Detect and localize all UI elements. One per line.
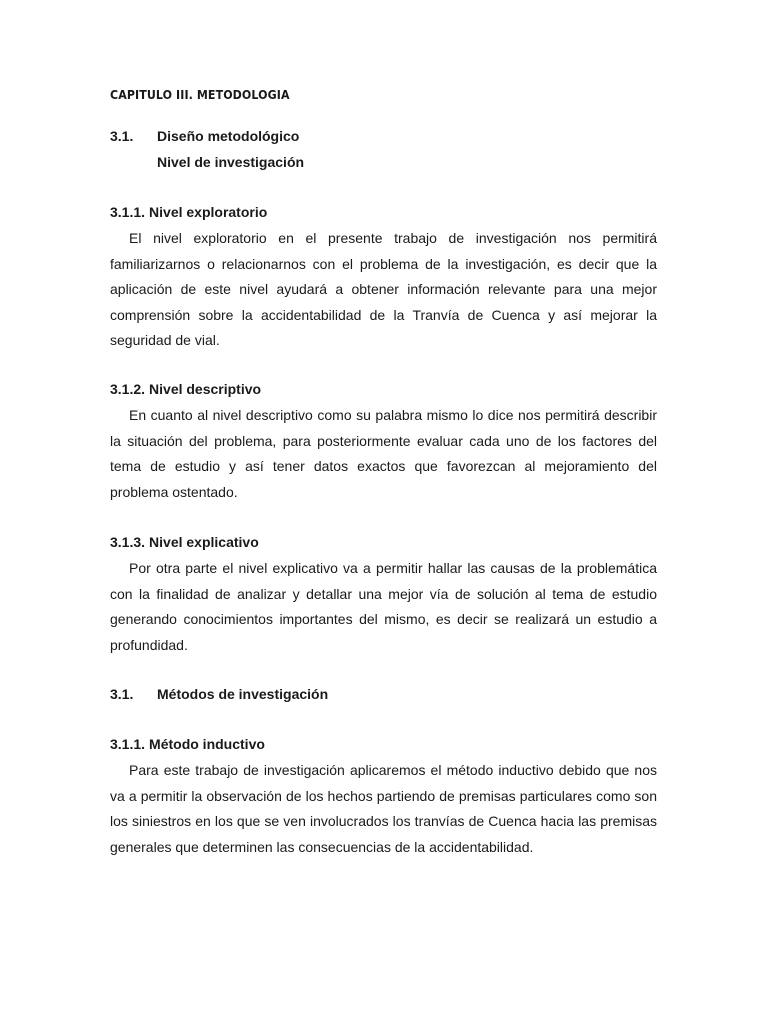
section-heading-3-1-3	[110, 533, 259, 551]
section-heading-metodo-inductivo	[110, 735, 265, 753]
paragraph-nivel-explicativo: Por otra parte el nivel explicativo va a permitir hallar las causas de la problemática con la finalidad de analizar y detallar una mejor vía de solución al tema de estudio generando conocimientos importantes del mismo, es decir se realizará un estudio a profundidad.	[110, 560, 657, 653]
section-number: 3.1.1.	[110, 736, 146, 752]
section-heading-3-1-2	[110, 380, 261, 398]
section-heading-metodos	[110, 685, 328, 703]
section-title: Métodos de investigación	[157, 686, 329, 702]
section-number: 3.1.2.	[110, 381, 146, 397]
paragraph-metodo-inductivo: Para este trabajo de investigación aplicaremos el método inductivo debido que nos va a permitir la observación de los hechos partiendo de premisas particulares como son los siniestros en los que se ven involucrados los tranvías de Cuenca hacia las premisas generales que determinen las consecuencias de la accidentabilidad.	[110, 762, 657, 855]
section-number: 3.1.	[110, 686, 134, 702]
section-title: Nivel exploratorio	[149, 204, 268, 220]
paragraph-nivel-descriptivo: En cuanto al nivel descriptivo como su palabra mismo lo dice nos permitirá describir la situación del problema, para posteriormente evaluar cada uno de los factores del tema de estudio y así tener datos exactos que favorezcan al mejoramiento del problema ostentado.	[110, 407, 657, 500]
chapter-title: CAPITULO III. METODOLOGIA	[110, 88, 290, 102]
section-title: Nivel explicativo	[149, 534, 259, 550]
section-number: 3.1.3.	[110, 534, 146, 550]
section-heading-3-1	[110, 127, 299, 145]
section-number: 3.1.	[110, 128, 134, 144]
section-number: 3.1.1.	[110, 204, 146, 220]
section-title: Diseño metodológico	[157, 128, 300, 144]
section-subtitle: Nivel de investigación	[157, 154, 305, 170]
paragraph-nivel-exploratorio: El nivel exploratorio en el presente trabajo de investigación nos permitirá familiarizarnos o relacionarnos con el problema de la investigación, es decir que la aplicación de este nivel ayudará a obtener información relevante para una mejor comprensión sobre la accidentabilidad de la Tranvía de Cuenca y así mejorar la seguridad de vial.	[110, 230, 657, 348]
section-heading-3-1-1	[110, 203, 267, 221]
section-title: Método inductivo	[149, 736, 265, 752]
section-title: Nivel descriptivo	[149, 381, 262, 397]
